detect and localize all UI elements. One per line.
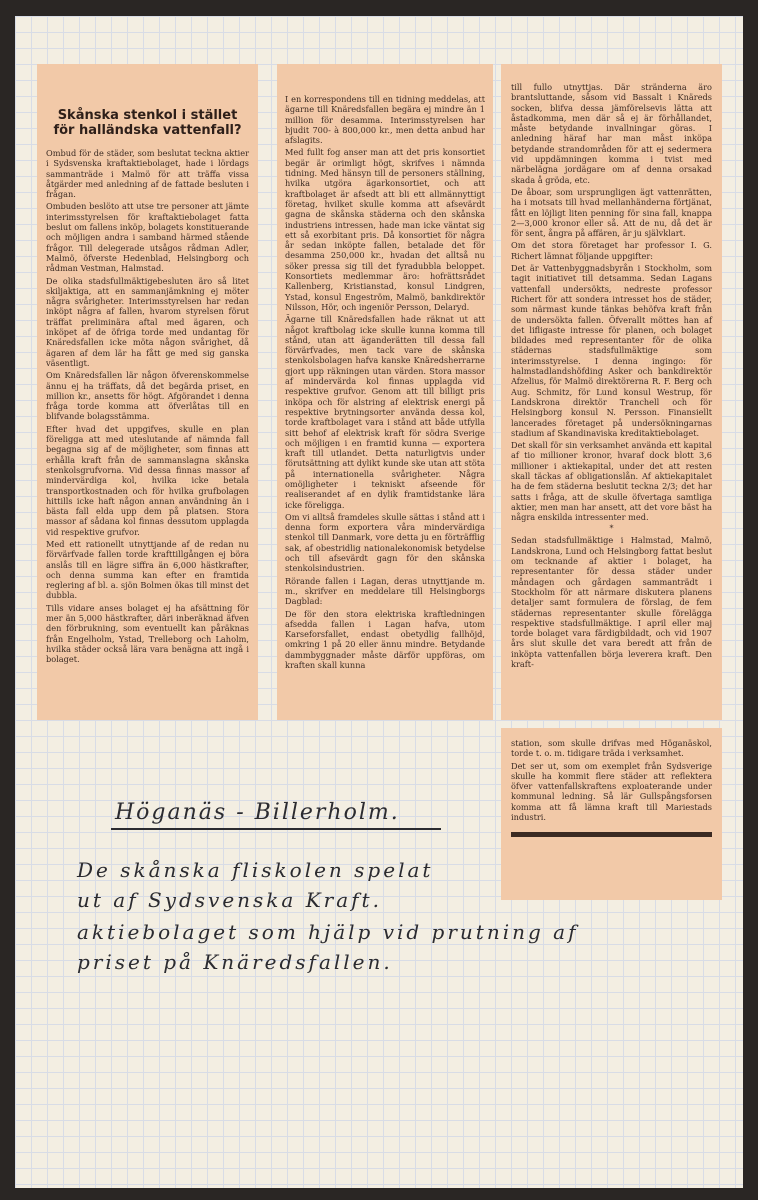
paragraph: De olika stadsfullmäktigebesluten äro så litet skiljaktiga, att en sammanjämkning ej möter några svårigheter. Interimsstyrelsen har redan inköpt några af fallen, hvarom styrelsen förut träffat preliminära aftal med ägaren, och inköpet af de öfriga torde med undantag för Knäredsfallen icke möta någon svårighet, då ägaren af dem lär ha fått ge med sig ganska väsentligt. xyxy=(46,275,249,368)
paragraph: Med ett rationellt utnyttjande af de redan nu förvärfvade fallen torde krafttillgången ej böra anslås till en lägre siffra än 6,000 hästkrafter, och denna summa kan efter en framtida reglering af bl. a. sjön Bolmen ökas till minst det dubbla. xyxy=(46,538,249,601)
paragraph: till fullo utnyttjas. Där stränderna äro brantsluttande, såsom vid Bassalt i Knäreds socken, blifva dessa jämförelsevis lätta att åstadkomma, men där så ej är förhållandet, måste betydande invallningar göras. I anledning häraf har man måst inköpa betydande strandområden för att ej sedermera vid uppdämningen komma i tvist med närbelägna jordägare om af denna orsakad skada å gröda, etc. xyxy=(511,82,712,185)
clipping-column-3 xyxy=(501,64,722,720)
paragraph: Ägarne till Knäredsfallen hade räknat ut att något kraftbolag icke skulle kunna komma till stånd, utan att äganderätten till dessa fall förvärfvades, men tack vare de skånska stenkolsbolagen hafva kanske Knäredsherrarne gjort upp räkningen utan värden. Stora massor af mindervärda kol finnas upplagda vid respektive grufvor. Genom att till billigt pris inköpa och för alstring af elektrisk energi på respektive brytningsorter använda dessa kol, torde kraftbolaget vara i stånd att både utfylla sitt behof af elektrisk kraft för södra Sverige och möjligen i en framtid kunna — exportera kraft till utlandet. Detta naturligtvis under förutsättning att dylikt kunde ske utan att stöta på internationella svårigheter. Några omöjligheter i tekniskt afseende för realiserandet af en dylik framtidstanke lära icke föreligga. xyxy=(285,314,485,510)
paragraph: De för den stora elektriska kraftledningen afsedda fallen i Lagan hafva, utom Karseforsfallet, endast obetydlig fallhöjd, omkring 1 på 20 eller ännu mindre. Betydande dammbyggnader måste därför uppföras, om kraften skall kunna xyxy=(285,608,485,671)
paragraph: Om vi alltså framdeles skulle sättas i stånd att i denna form exportera våra mindervärdiga stenkol till Danmark, vore detta ju en förträfflig sak, af obestridlig nationalekonomisk betydelse och till afsevärdt gagn för den skånska stenkolsindustrien. xyxy=(285,511,485,574)
paragraph: Det skall för sin verksamhet använda ett kapital af tio millioner kronor, hvaraf dock blott 3,6 millioner i aktiekapital, under det att resten skall täckas af obligationslån. Af aktiekapitalet ha de fem städerna beslutit teckna 2/3; det har satts i fråga, att de skulle öfvertaga samtliga aktier, men man har ansett, att det vore bäst ha några enskilda intressenter med. xyxy=(511,440,712,523)
paragraph: Tills vidare anses bolaget ej ha afsättning för mer än 5,000 hästkrafter, däri inberäknad äfven den förbrukning, som eventuellt kan påräknas från Engelholm, Ystad, Trelleborg och Laholm, hvilka städer också lära vara benägna att ingå i bolaget. xyxy=(46,602,249,665)
clipping-column-2 xyxy=(277,64,493,720)
paragraph: Med fullt fog anser man att det pris konsortiet begär är orimligt högt, skrifves i nämnda tidning. Med hänsyn till de personers ställning, hvilka utgöra ägarkonsortiet, och att kraftbolaget är afsedt att bli ett allmännyttigt företag, hvilket skulle komma att afsevärdt gagna de skånska städerna och den skånska industriens intressen, hade man icke väntat sig ett så exorbitant pris. Då konsortiet för några år sedan inköpte fallen, betalade det för desamma 250,000 kr., hvadan det alltså nu söker pressa sig till det fyradubbla beloppet. Konsortiets medlemmar äro: hofrättsrådet Kallenberg, Kristianstad, konsul Lindgren, Ystad, konsul Engeström, Malmö, bankdirektör Nilsson, Hör, och ingeniör Persson, Delaryd. xyxy=(285,147,485,312)
paragraph: I en korrespondens till en tidning meddelas, att ägarne till Knäredsfallen begära ej mindre än 1 million för desamma. Interimsstyrelsen har bjudit 700- à 800,000 kr., men detta anbud har afslagits. xyxy=(285,94,485,146)
paragraph: Efter hvad det uppgifves, skulle en plan föreligga att med uteslutande af nämnda fall begagna sig af de möjligheter, som finnas att erhålla kraft från de sammanslagna skånska stenkolsgrufvorna. Vid dessa finnas massor af mindervärdiga kol, hvilka icke betala transportkostnaden och för hvilka grufbolagen hittills icke haft någon annan användning än i bästa fall elda upp dem på platsen. Stora massor af sådana kol finnas dessutom upplagda vid respektive grufvor. xyxy=(46,423,249,537)
handwritten-note-line: De skånska fliskolen spelat xyxy=(77,858,434,882)
clipping-column-4 xyxy=(501,728,722,900)
paragraph: Rörande fallen i Lagan, deras utnyttjande m. m., skrifver en meddelare till Helsingborgs Dagblad: xyxy=(285,575,485,607)
handwritten-note-line: ut af Sydsvenska Kraft. xyxy=(77,888,382,912)
paragraph: Ombuden beslöto att utse tre personer att jämte interimsstyrelsen för kraftaktiebolaget fatta beslut om fallens inköp, bolagets konstituerande och möjligen andra i samband härmed stående frågor. Till delegerade utsågos rådman Adler, Malmö, öfverste Hedenblad, Helsingborg och rådman Vestman, Halmstad. xyxy=(46,201,249,274)
paragraph: Ombud för de städer, som beslutat teckna aktier i Sydsvenska kraftaktiebolaget, hade i lördags sammanträde i Malmö för att träffa vissa åtgärder med anledning af de fattade besluten i frågan. xyxy=(46,148,249,200)
paragraph: station, som skulle drifvas med Höganäskol, torde t. o. m. tidigare träda i verksamhet. xyxy=(511,738,712,759)
scrapbook-page xyxy=(15,16,743,1188)
paragraph: Om det stora företaget har professor I. G. Richert lämnat följande uppgifter: xyxy=(511,240,712,261)
handwritten-title: Höganäs - Billerholm. xyxy=(115,800,400,825)
paragraph: Sedan stadsfullmäktige i Halmstad, Malmö, Landskrona, Lund och Helsingborg fattat beslut om tecknande af aktier i bolaget, ha representanter för dessa städer under måndagen och gårdagen sammanträdt i Stockholm för att närmare diskutera planens detaljer samt formulera de förslag, de fem städernas representanter skulle förelägga respektive stadsfullmäktige. I april eller maj torde bolaget vara färdigbildadt, och vid 1907 års slut skulle det vara beredt att från de inköpta vattenfallen börja leverera kraft. Den kraft- xyxy=(511,535,712,670)
paragraph: De åboar, som ursprungligen ägt vattenrätten, ha i motsats till hvad mellanhänderna förtjänat, fått en löjligt liten penning för sina fall, knappa 2—3,000 kronor eller så. Att de nu, då det är för sent, ångra på affären, är ju självklart. xyxy=(511,186,712,239)
paragraph: Det är Vattenbyggnadsbyrån i Stockholm, som tagit initiativet till detsamma. Sedan Lagans vattenfall undersökts, nedreste professor Richert för att sondera intresset hos de städer, som närmast kunde tänkas behöfva kraft från de undersökta fallen. Öfverallt möttes han af det lifligaste intresse för planen, och bolaget bildades med representanter för de olika städernas stadsfullmäktige som interimsstyrelse. I denna ingingo: för halmstadlandshöfding Asker och bankdirektör Afzelius, för Malmö direktörerna R. F. Berg och Aug. Schmitz, för Lund konsul Westrup, för Landskrona direktör Tranchell och för Helsingborg konsul N. Persson. Finansiellt lancerades företaget på undersökningarnas stadium af Skandinaviska kreditaktiebolaget. xyxy=(511,263,712,438)
clipping-column-1 xyxy=(37,64,258,720)
handwritten-note-line: priset på Knäredsfallen. xyxy=(77,950,393,974)
article-headline: Skånska stenkol i stället för halländska vattenfall? xyxy=(53,108,242,138)
handwritten-note-line: aktiebolaget som hjälp vid prutning af xyxy=(77,920,579,944)
section-separator: * xyxy=(609,524,614,534)
paragraph: Om Knäredsfallen lär någon öfverenskommelse ännu ej ha träffats, då det begärda priset, en million kr., ansetts för högt. Afgörandet i denna fråga torde komma att öfverlåtas till en blifvande bolagsstämma. xyxy=(46,370,249,422)
paragraph: Det ser ut, som om exemplet från Sydsverige skulle ha kommit flere städer att reflektera öfver vattenfallskraftens exploaterande under kommunal ledning. Så lär Gullspångsforsen komma att få lämna kraft till Mariestads industri. xyxy=(511,760,712,823)
handwritten-underline xyxy=(111,828,441,830)
column-end-rule xyxy=(511,832,712,837)
